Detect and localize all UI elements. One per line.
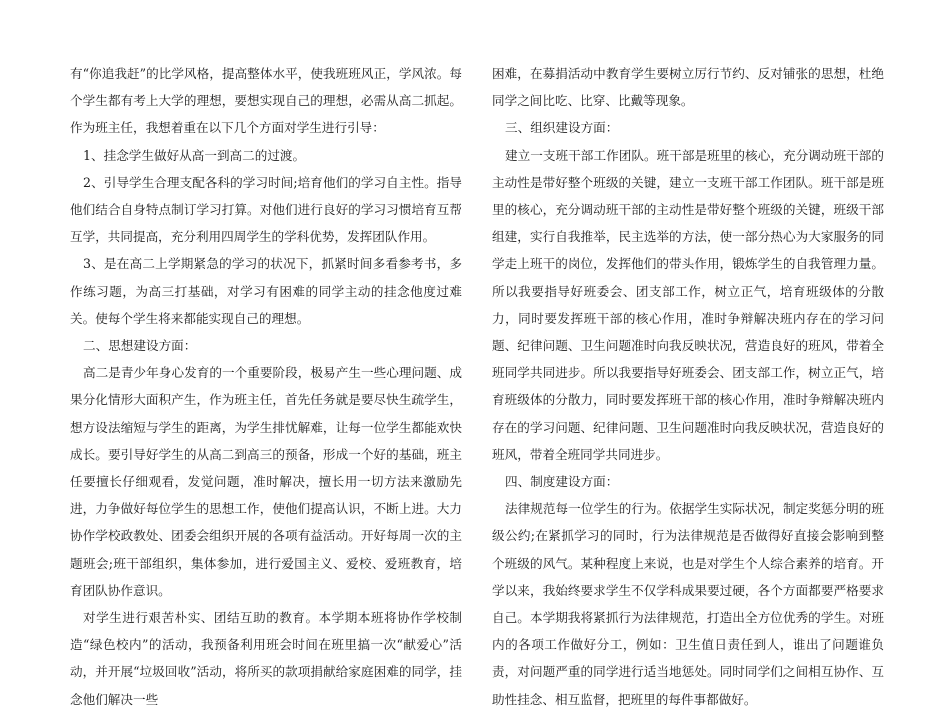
- paragraph: 对学生进行艰苦朴实、团结互助的教育。本学期本班将协作学校制造“绿色校内”的活动，我预备利用班会时间在班里搞一次“献爱心”活动，并开展“垃圾回收”活动，将所买的款项捐献给家庭困难的同学，挂念他们解决一些: [70, 610, 462, 707]
- paragraph: 建立一支班干部工作团队。班干部是班里的核心，充分调动班干部的主动性是带好整个班级的关键，建立一支班干部工作团队。班干部是班里的核心，充分调动班干部的主动性是带好整个班级的关键，班级干部组建，实行自我推举，民主选举的方法，使一部分热心为大家服务的同学走上班干的岗位，发挥他们的带头作用，锻炼学生的自我管理力量。所以我要指导好班委会、团支部工作，树立正气，培育班级体的分散力，同时要发挥班干部的核心作用，准时争辩解决班内存在的学习问题、纪律问题、卫生问题准时向我反映状况，营造良好的班风，带着全班同学共同进步。所以我要指导好班委会、团支部工作，树立正气，培育班级体的分散力，同时要发挥班干部的核心作用，准时争辩解决班内存在的学习问题、纪律问题、卫生问题准时向我反映状况，营造良好的班风，带着全班同学共同进步。: [492, 147, 884, 462]
- paragraph: 法律规范每一位学生的行为。依据学生实际状况，制定奖惩分明的班级公约;在紧抓学习的同时，行为法律规范是否做得好直接会影响到整个班级的风气。某种程度上来说，也是对学生个人综合素养的培育。开学以来，我始终要求学生不仅学科成果要过硬，各个方面都要严格要求自己。本学期我将紧抓行为法律规范，打造出全方位优秀的学生。对班内的各项工作做好分工，例如：卫生值日责任到人，谁出了问题谁负责，对问题严重的同学进行适当地惩处。同时同学们之间相互协作、互助性挂念、相互监督，把班里的每件事都做好。: [492, 501, 884, 707]
- paragraph: 有“你追我赶”的比学风格，提高整体水平，使我班班风正，学风浓。每个学生都有考上大学的理想，要想实现自己的理想，必需从高二抓起。作为班主任，我想着重在以下几个方面对学生进行引导：: [70, 66, 462, 136]
- paragraph: 2、引导学生合理支配各科的学习时间;培育他们的学习自主性。指导他们结合自身特点制订学习打算。对他们进行良好的学习习惯培育互帮互学，共同提高，充分利用四周学生的学科优势，发挥团队作用。: [70, 174, 462, 245]
- section-heading: 二、思想建设方面：: [83, 338, 197, 354]
- right-text-column: [492, 60, 884, 713]
- paragraph: 1、挂念学生做好从高一到高二的过渡。: [83, 147, 306, 163]
- paragraph: 困难，在募捐活动中教育学生要树立厉行节约、反对铺张的思想，杜绝同学之间比吃、比穿、比戴等现象。: [492, 66, 884, 109]
- paragraph: 高二是青少年身心发育的一个重要阶段，极易产生一些心理问题、成果分化情形大面积产生，作为班主任，首先任务就是要尽快生疏学生，想方设法缩短与学生的距离，为学生排忧解难，让每一位学生都能欢快成长。要引导好学生的从高二到高三的预备，形成一个好的基础，班主任要擅长仔细观看，发觉问题，准时解决，擅长用一切方法来激励先进，力争做好每位学生的思想工作，使他们提高认识，不断上进。大力协作学校政教处、团委会组织开展的各项有益活动。开好每周一次的主题班会;班干部组织，集体参加，进行爱国主义、爱校、爱班教育，培育团队协作意识。: [70, 365, 462, 598]
- left-text-column: [70, 60, 462, 713]
- paragraph: 3、是在高二上学期紧急的学习的状况下，抓紧时间多看参考书，多作练习题，为高三打基础，对学习有困难的同学主动的挂念他度过难关。使每个学生将来都能实现自己的理想。: [70, 256, 462, 326]
- section-heading: 三、组织建设方面：: [505, 120, 619, 136]
- section-heading: 四、制度建设方面：: [505, 474, 619, 490]
